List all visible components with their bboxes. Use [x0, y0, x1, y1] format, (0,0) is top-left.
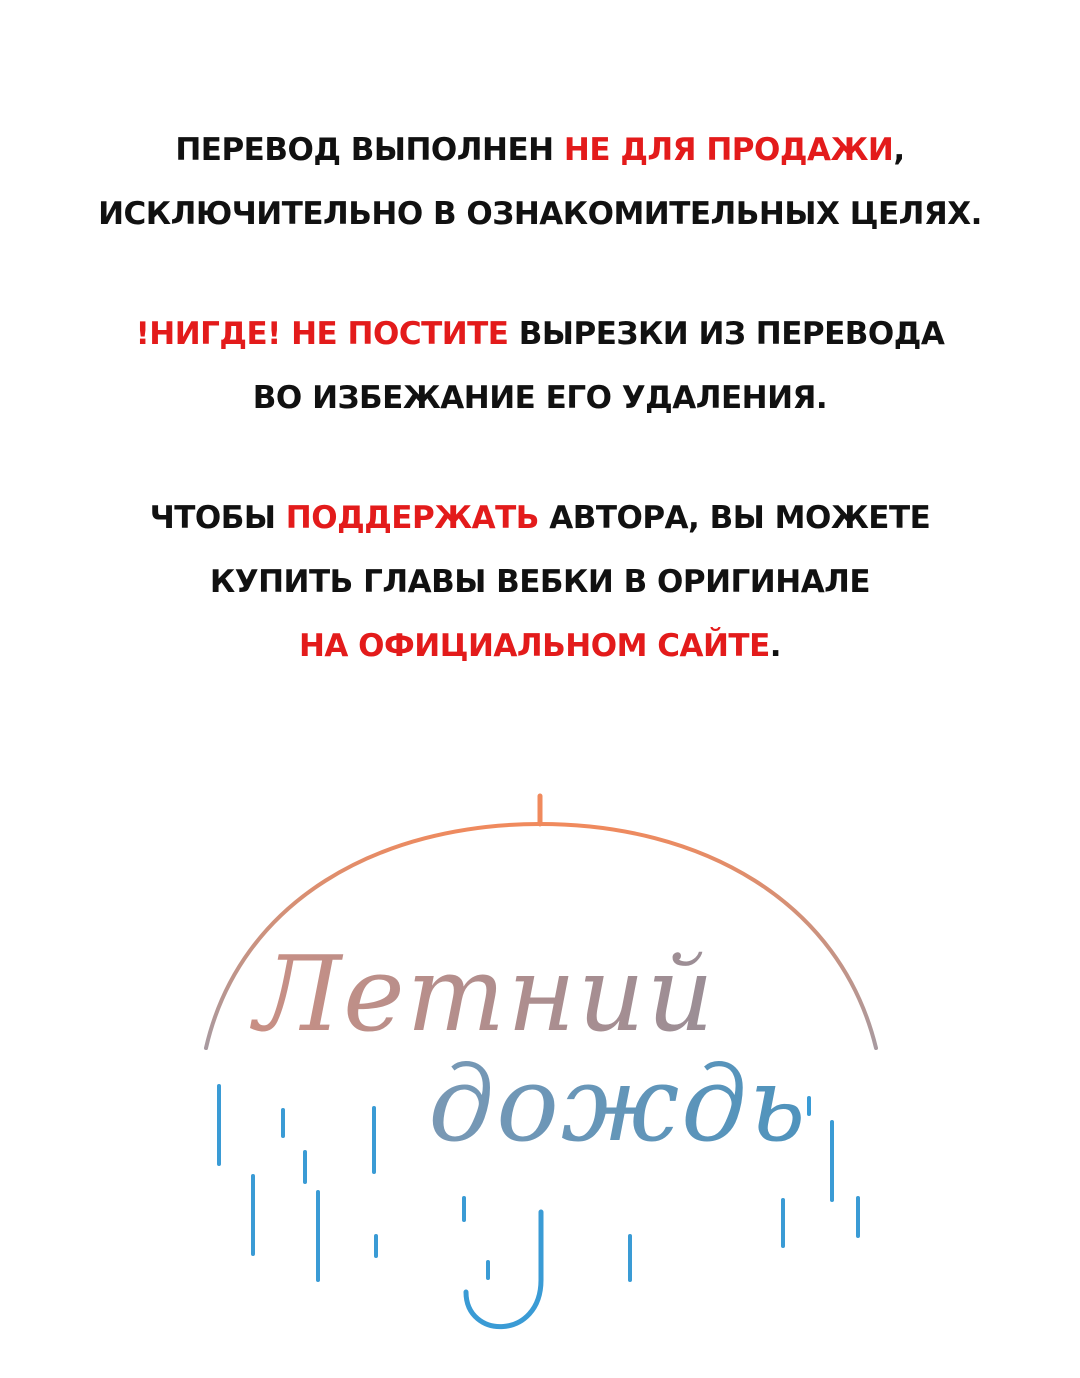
- notice-line: ИСКЛЮЧИТЕЛЬНО В ОЗНАКОМИТЕЛЬНЫХ ЦЕЛЯХ.: [98, 196, 982, 232]
- notice-line: ЧТОБЫ ПОДДЕРЖАТЬ АВТОРА, ВЫ МОЖЕТЕ: [149, 500, 931, 536]
- notice-line: !НИГДЕ! НЕ ПОСТИТЕ ВЫРЕЗКИ ИЗ ПЕРЕВОДА: [135, 316, 945, 352]
- umbrella-handle: [466, 1212, 541, 1327]
- highlight-do-not-post: !НИГДЕ! НЕ ПОСТИТЕ: [135, 316, 509, 352]
- highlight-not-for-sale: НЕ ДЛЯ ПРОДАЖИ: [563, 132, 894, 168]
- notice-line: НА ОФИЦИАЛЬНОМ САЙТЕ.: [298, 628, 782, 664]
- notice-paragraph-1: [0, 118, 1080, 246]
- logo-word-rain: дождь: [428, 1043, 808, 1165]
- logo-word-summer: Летний: [254, 933, 716, 1055]
- summer-rain-logo: [0, 780, 1080, 1360]
- translation-notice: [0, 118, 1080, 734]
- notice-paragraph-3: [0, 486, 1080, 678]
- notice-line: КУПИТЬ ГЛАВЫ ВЕБКИ В ОРИГИНАЛЕ: [209, 564, 871, 600]
- notice-line: ВО ИЗБЕЖАНИЕ ЕГО УДАЛЕНИЯ.: [252, 380, 828, 416]
- notice-paragraph-2: [0, 302, 1080, 430]
- umbrella-logo-graphic: [0, 780, 1080, 1360]
- notice-line: ПЕРЕВОД ВЫПОЛНЕН НЕ ДЛЯ ПРОДАЖИ,: [175, 132, 905, 168]
- highlight-official-site: НА ОФИЦИАЛЬНОМ САЙТЕ: [298, 628, 770, 664]
- highlight-support: ПОДДЕРЖАТЬ: [285, 500, 539, 536]
